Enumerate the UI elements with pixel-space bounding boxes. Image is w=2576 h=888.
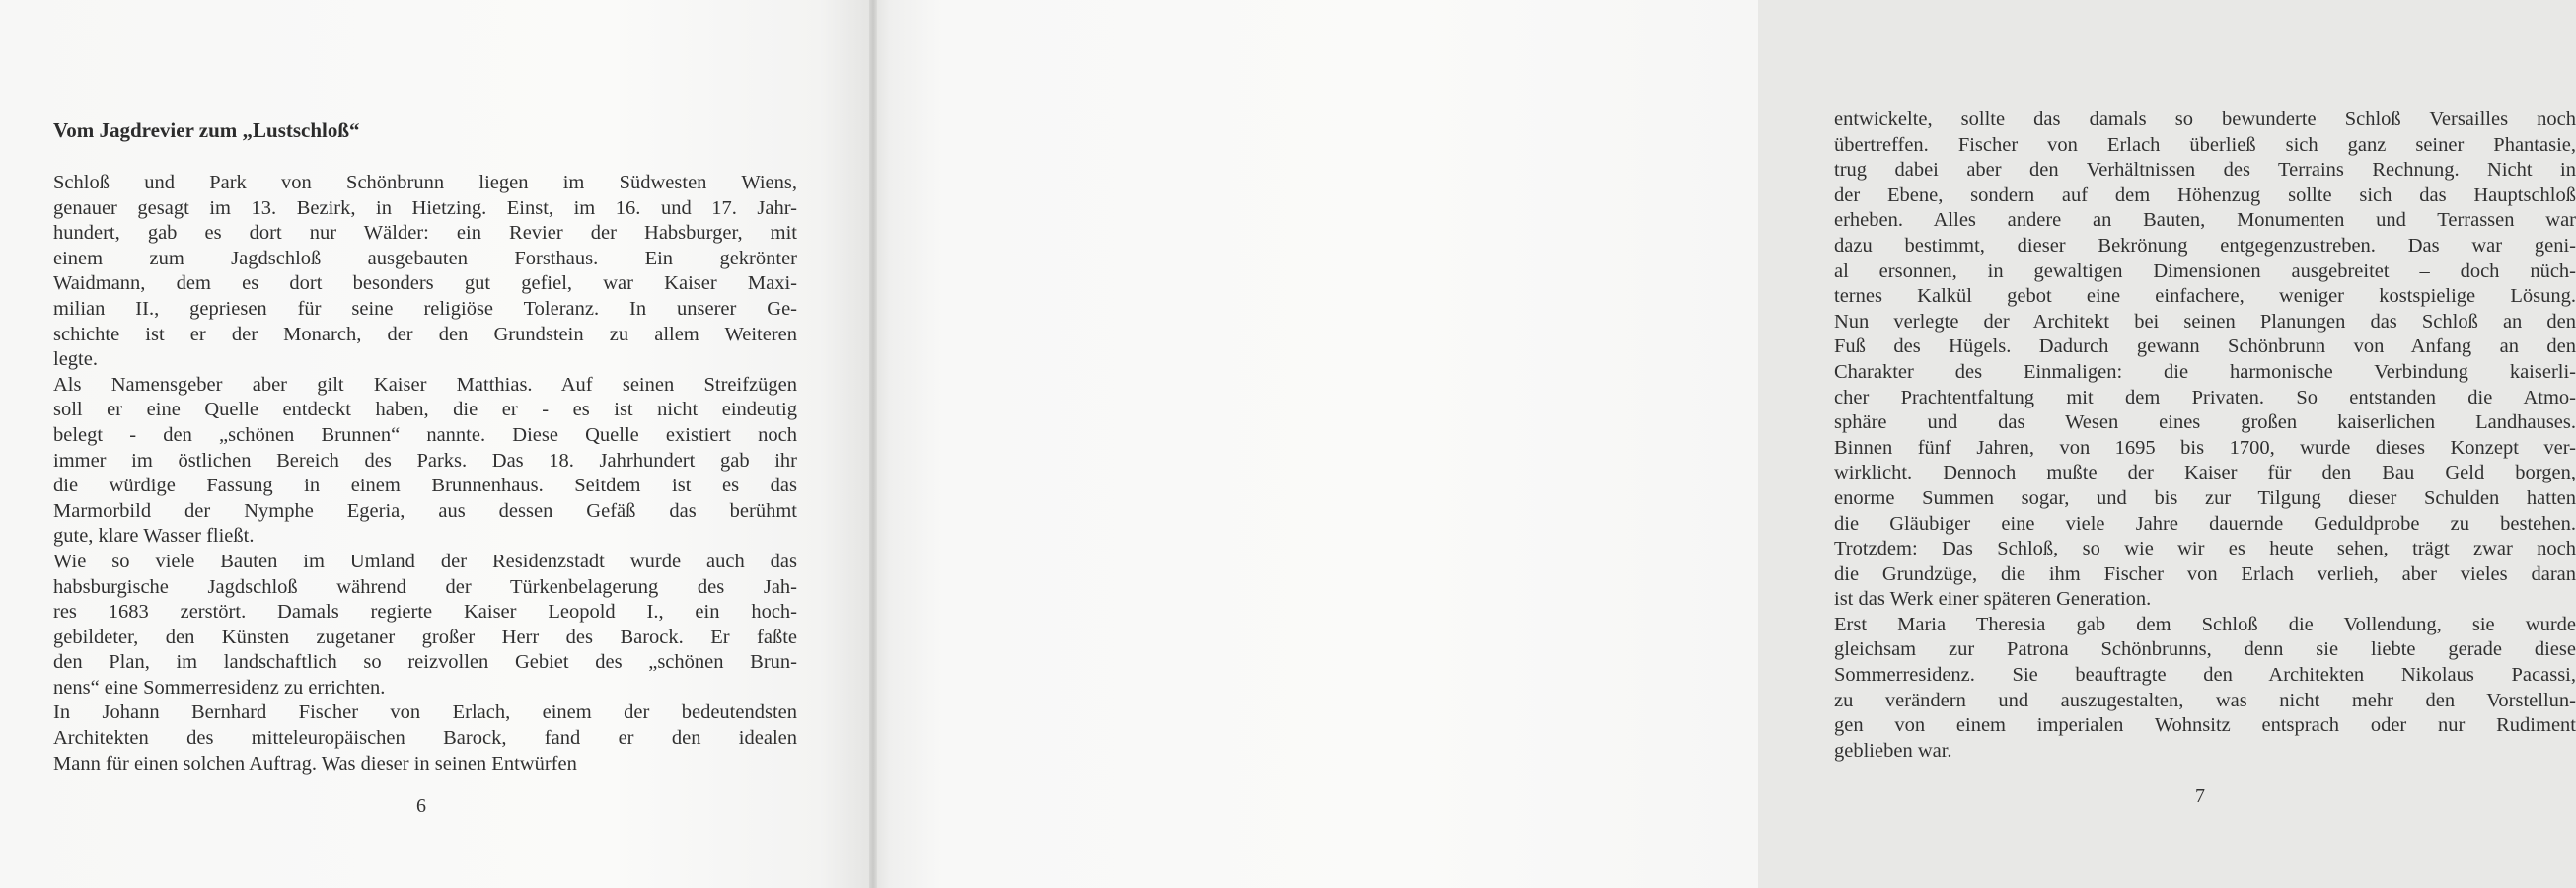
text-line: cher Prachtentfaltung mit dem Privaten. So entstanden die Atmo- (1834, 386, 2576, 408)
text-line: Wie so viele Bauten im Umland der Residenzstadt wurde auch das (53, 550, 797, 572)
text-line: übertreffen. Fischer von Erlach überließ sich ganz seiner Phantasie, (1834, 133, 2576, 156)
text-line: milian II., gepriesen für seine religiöse Toleranz. In unserer Ge- (53, 297, 797, 320)
text-line: genauer gesagt im 13. Bezirk, in Hietzing. Einst, im 16. und 17. Jahr- (53, 196, 797, 219)
text-line: zu verändern und auszugestalten, was nicht mehr den Vorstellun- (1834, 689, 2576, 711)
text-line: entwickelte, sollte das damals so bewunderte Schloß Versailles noch (1834, 109, 2576, 130)
text-line: Trotzdem: Das Schloß, so wie wir es heute sehen, trägt zwar noch (1834, 538, 2576, 560)
text-line: al ersonnen, in gewaltigen Dimensionen ausgebreitet – doch nüch- (1834, 259, 2576, 282)
text-line: gen von einem imperialen Wohnsitz entsprach oder nur Rudiment (1834, 714, 2576, 737)
text-line: der Ebene, sondern auf dem Höhenzug sollte sich das Hauptschloß (1834, 184, 2576, 206)
page-number-right: 7 (2195, 785, 2205, 807)
text-line: gebildeter, den Künsten zugetaner großer Herr des Barock. Er faßte (53, 626, 797, 648)
text-line: hundert, gab es dort nur Wälder: ein Revier der Habsburger, mit (53, 222, 797, 245)
text-line: Erst Maria Theresia gab dem Schloß die Vollendung, sie wurde (1834, 613, 2576, 635)
text-line: Charakter des Einmaligen: die harmonische Verbindung kaiserli- (1834, 360, 2576, 383)
text-line: ternes Kalkül gebot eine einfachere, weniger kostspielige Lösung. (1834, 285, 2576, 308)
text-line: erheben. Alles andere an Bauten, Monumenten und Terrassen war (1834, 209, 2576, 232)
text-line: die würdige Fassung in einem Brunnenhaus. Seitdem ist es das (53, 475, 797, 497)
right-body-text (1834, 108, 2576, 764)
book-gutter (869, 0, 877, 888)
text-line: belegt - den „schönen Brunnen“ nannte. Diese Quelle existiert noch (53, 423, 797, 446)
section-heading: Vom Jagdrevier zum „Lustschloß“ (53, 118, 360, 142)
text-line: Sommerresidenz. Sie beauftragte den Architekten Nikolaus Pacassi, (1834, 664, 2576, 687)
left-page (0, 0, 872, 888)
text-line: gleichsam zur Patrona Schönbrunns, denn sie liebte gerade diese (1834, 638, 2576, 661)
text-line: nens“ eine Sommerresidenz zu errichten. (53, 676, 386, 699)
text-line: Waidmann, dem es dort besonders gut gefiel, war Kaiser Maxi- (53, 272, 797, 295)
text-line: die Gläubiger eine viele Jahre dauernde Geduldprobe zu bestehen. (1834, 512, 2576, 535)
text-line: Nun verlegte der Architekt bei seinen Planungen das Schloß an den (1834, 310, 2576, 333)
text-line: geblieben war. (1834, 739, 1952, 762)
text-line: wirklicht. Dennoch mußte der Kaiser für den Bau Geld borgen, (1834, 462, 2576, 484)
text-line: In Johann Bernhard Fischer von Erlach, einem der bedeutendsten (53, 702, 797, 724)
text-line: einem zum Jagdschloß ausgebauten Forsthaus. Ein gekrönter (53, 247, 797, 269)
text-line: immer im östlichen Bereich des Parks. Das 18. Jahrhundert gab ihr (53, 449, 797, 472)
page-number-left: 6 (416, 795, 426, 817)
text-line: dazu bestimmt, dieser Bekrönung entgegenzustreben. Das war geni- (1834, 234, 2576, 257)
text-line: soll er eine Quelle entdeckt haben, die er - es ist nicht eindeutig (53, 399, 797, 421)
text-line: schichte ist er der Monarch, der den Grundstein zu allem Weiteren (53, 323, 797, 345)
text-line: Mann für einen solchen Auftrag. Was dieser in seinen Entwürfen (53, 752, 577, 775)
text-line: Marmorbild der Nymphe Egeria, aus dessen Gefäß das berühmt (53, 499, 797, 522)
text-line: Architekten des mitteleuropäischen Barock, fand er den idealen (53, 727, 797, 750)
text-line: Binnen fünf Jahren, von 1695 bis 1700, wurde dieses Konzept ver- (1834, 436, 2576, 459)
text-line: Fuß des Hügels. Dadurch gewann Schönbrunn von Anfang an den (1834, 335, 2576, 358)
text-line: ist das Werk einer späteren Generation. (1834, 588, 2152, 611)
text-line: die Grundzüge, die ihm Fischer von Erlach verlieh, aber vieles daran (1834, 562, 2576, 585)
text-line: sphäre und das Wesen eines großen kaiserlichen Landhauses. (1834, 411, 2576, 434)
text-line: trug dabei aber den Verhältnissen des Terrains Rechnung. Nicht in (1834, 159, 2576, 182)
text-line: res 1683 zerstört. Damals regierte Kaiser Leopold I., ein hoch- (53, 601, 797, 624)
text-line: enorme Summen sogar, und bis zur Tilgung dieser Schulden hatten (1834, 486, 2576, 509)
right-page (872, 0, 2576, 888)
text-line: den Plan, im landschaftlich so reizvollen Gebiet des „schönen Brun- (53, 651, 797, 674)
text-line: Schloß und Park von Schönbrunn liegen im Südwesten Wiens, (53, 172, 797, 193)
text-line: gute, klare Wasser fließt. (53, 525, 255, 548)
text-line: habsburgische Jagdschloß während der Türkenbelagerung des Jah- (53, 575, 797, 598)
left-body-text (53, 171, 797, 777)
text-line: Als Namensgeber aber gilt Kaiser Matthias. Auf seinen Streifzügen (53, 373, 797, 396)
text-line: legte. (53, 348, 98, 371)
